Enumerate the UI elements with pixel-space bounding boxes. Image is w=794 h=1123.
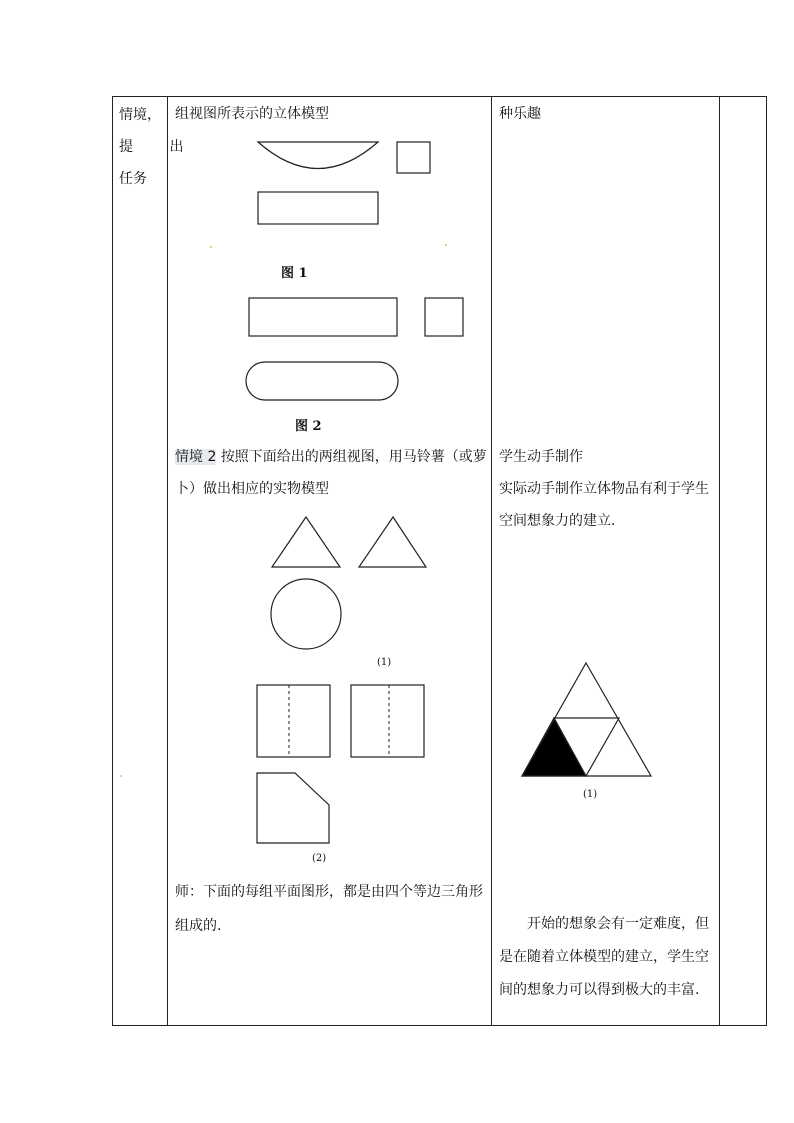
- scenario2-text-b: 卜）做出相应的实物模型: [175, 481, 329, 497]
- stage-line-3: 任务: [119, 171, 147, 187]
- stage-line-2: 提 出: [119, 139, 200, 155]
- fig1-segment-view: [258, 142, 378, 169]
- activity-title: 学生动手制作: [499, 449, 583, 465]
- views2-top-view: [257, 773, 329, 843]
- activity-text-b: 空间想象力的建立.: [499, 513, 616, 529]
- teacher-text-a: 师：下面的每组平面图形，都是由四个等边三角形: [175, 884, 483, 900]
- net-caption: (1): [583, 789, 598, 800]
- activity-text-a: 实际动手制作立体物品有利于学生: [499, 481, 709, 497]
- mark-dot: [210, 246, 212, 248]
- intro-text: 组视图所表示的立体模型: [175, 106, 329, 122]
- figure2-caption: 图 2: [295, 419, 322, 434]
- net-shaded-triangle: [522, 718, 586, 776]
- views1-circle-top: [271, 579, 341, 649]
- conclusion-text-a: 开始的想象会有一定难度，但: [527, 916, 709, 932]
- views-caption-1: (1): [377, 657, 392, 668]
- mark-dot: [120, 775, 122, 777]
- stage-line-1: 情境，: [119, 107, 161, 123]
- conclusion-text-c: 间的想象力可以得到极大的丰富.: [499, 982, 700, 998]
- views-caption-2: (2): [312, 853, 327, 864]
- scenario2-label: 情境 2: [175, 449, 217, 465]
- views2-rect-front: [257, 685, 330, 757]
- views1-triangle-side: [359, 517, 426, 567]
- figures-layer: [113, 97, 768, 1027]
- fig2-square-view: [425, 298, 463, 336]
- views2-rect-side: [351, 685, 424, 757]
- figure1-caption: 图 1: [281, 266, 308, 281]
- interest-text: 种乐趣: [499, 106, 541, 122]
- conclusion-text-b: 是在随着立体模型的建立，学生空: [499, 949, 709, 965]
- scenario2-text-a: 按照下面给出的两组视图，用马铃薯（或萝: [216, 449, 487, 465]
- views1-triangle-front: [272, 517, 340, 567]
- fig2-rect-view: [249, 298, 397, 336]
- lesson-table: [112, 96, 767, 1026]
- fig2-stadium-view: [246, 362, 398, 400]
- fig1-square-view: [397, 142, 430, 173]
- mark-dot: [445, 244, 447, 246]
- teacher-text-b: 组成的.: [175, 918, 222, 934]
- fig1-rect-view: [258, 192, 378, 224]
